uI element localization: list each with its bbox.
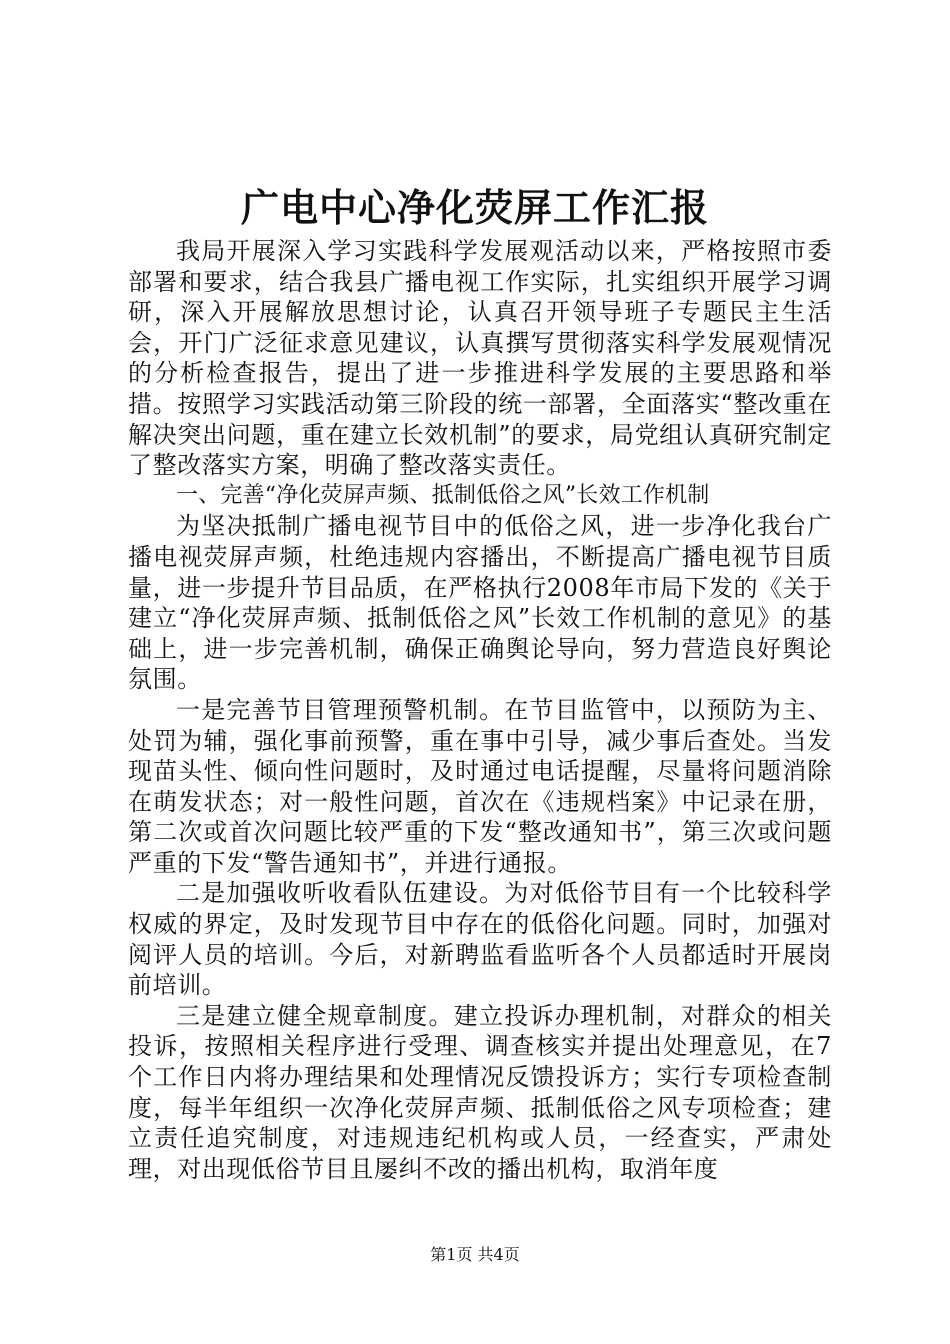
intro-paragraph: 我局开展深入学习实践科学发展观活动以来，严格按照市委部署和要求，结合我县广播电视工作实际，扎实组织开展学习调研，深入开展解放思想讨论，认真召开领导班子专题民主生活会，开门广泛征求意见建议，认真撰写贯彻落实科学发展观情况的分析检查报告，提出了进一步推进科学发展的主要思路和举措。按照学习实践活动第三阶段的统一部署，全面落实“整改重在解决突出问题，重在建立长效机制”的要求，局党组认真研究制定了整改落实方案，明确了整改落实责任。 [128, 237, 832, 480]
point-three-paragraph: 三是建立健全规章制度。建立投诉办理机制，对群众的相关投诉，按照相关程序进行受理、调查核实并提出处理意见，在7个工作日内将办理结果和处理情况反馈投诉方；实行专项检查制度，每半年组织一次净化荧屏声频、抵制低俗之风专项检查；建立责任追究制度，对违规违纪机构或人员，一经查实，严肃处理，对出现低俗节目且屡纠不改的播出机构，取消年度 [128, 1001, 832, 1183]
section-heading-1: 一、完善“净化荧屏声频、抵制低俗之风”长效工作机制 [176, 482, 710, 508]
document-body [128, 236, 832, 1184]
document-title: 广电中心净化荧屏工作汇报 [240, 185, 709, 230]
point-two-paragraph: 二是加强收听收看队伍建设。为对低俗节目有一个比较科学权威的界定，及时发现节目中存在的低俗化问题。同时，加强对阅评人员的培训。今后，对新聘监看监听各个人员都适时开展岗前培训。 [128, 879, 832, 1000]
section-1-paragraph: 为坚决抵制广播电视节目中的低俗之风，进一步净化我台广播电视荧屏声频，杜绝违规内容播出，不断提高广播电视节目质量，进一步提升节目品质，在严格执行2008年市局下发的《关于建立“净化荧屏声频、抵制低俗之风”长效工作机制的意见》的基础上，进一步完善机制，确保正确舆论导向，努力营造良好舆论氛围。 [128, 512, 832, 694]
page-footer: 第1页 共4页 [430, 1245, 520, 1264]
point-one-paragraph: 一是完善节目管理预警机制。在节目监管中，以预防为主、处罚为辅，强化事前预警，重在事中引导，减少事后查处。当发现苗头性、倾向性问题时，及时通过电话提醒，尽量将问题消除在萌发状态；对一般性问题，首次在《违规档案》中记录在册，第二次或首次问题比较严重的下发“整改通知书”，第三次或问题严重的下发“警告通知书”，并进行通报。 [128, 695, 832, 877]
